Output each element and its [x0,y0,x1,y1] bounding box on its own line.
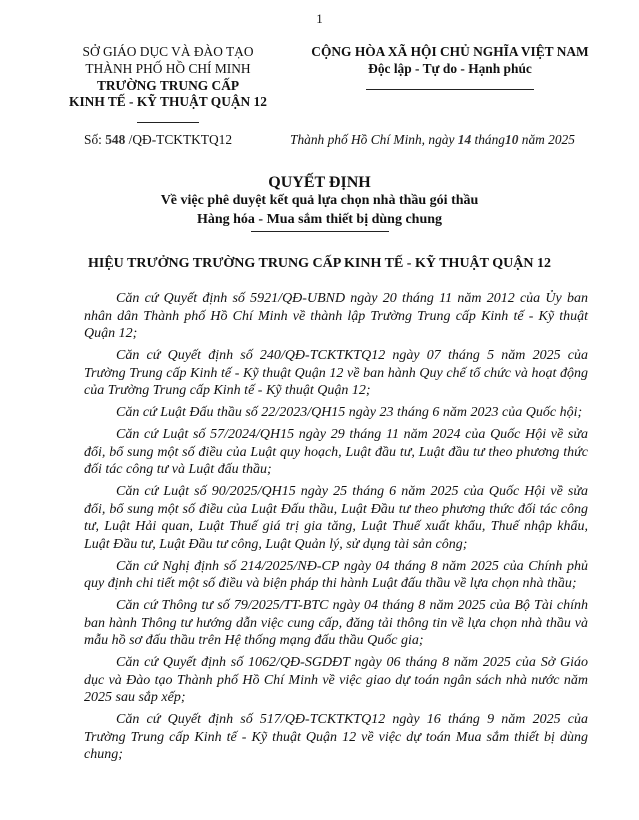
date-year: năm 2025 [518,132,575,147]
basis-paragraph: Căn cứ Quyết định số 517/QĐ-TCKTKTQ12 ngày 16 tháng 9 năm 2025 của Trường Trung cấp Kinh tế - Kỹ thuật Quận 12 về việc dự toán Mua sắm thiết bị dùng chung; [84,712,588,762]
agency-line-4: KINH TẾ - KỸ THUẬT QUẬN 12 [69,94,267,110]
basis-paragraph: Căn cứ Quyết định số 5921/QĐ-UBND ngày 20 tháng 11 năm 2012 của Ủy ban nhân dân Thành phố Hồ Chí Minh về thành lập Trường Trung cấp Kinh tế - Kỹ thuật Quận 12; [84,291,588,341]
basis-paragraph: Căn cứ Luật số 90/2025/QH15 ngày 25 tháng 6 năm 2025 của Quốc Hội về sửa đổi, bổ sung một số điều của Luật Đấu thầu, Luật Đầu tư theo phương thức đối tác công tư, Luật Hải quan, Luật Thuế giá trị gia tăng, Luật Thuế xuất khẩu, Thuế nhập khẩu, Luật Đầu tư, Luật Đầu tư công, Luật Quản lý, sử dụng tài sản công; [84,484,588,552]
number-suffix: /QĐ-TCKTKTQ12 [125,132,233,147]
issuing-agency-header [56,44,280,128]
subtitle-line-2-text: Hàng hóa - Mua sắm thiết bị dùng chung [196,212,443,227]
number-value: 548 [105,132,126,147]
subtitle-underline [251,231,389,232]
basis-paragraph: Căn cứ Quyết định số 1062/QĐ-SGDĐT ngày 06 tháng 8 năm 2025 của Sở Giáo dục và Đào tạo Thành phố Hồ Chí Minh về việc giao dự toán ngân sách nhà nước năm 2025 sau sắp xếp; [84,655,588,705]
motto-underline [366,89,534,90]
date-prefix: Thành phố Hồ Chí Minh, ngày [290,132,458,147]
basis-paragraph: Căn cứ Luật số 57/2024/QH15 ngày 29 tháng 11 năm 2024 của Quốc Hội về sửa đổi, bổ sung một số điều của Luật quy hoạch, Luật đầu tư, Luật đầu tư theo phương thức đối tác công tư và Luật đấu thầu; [84,427,588,477]
country-name: CỘNG HÒA XÃ HỘI CHỦ NGHĨA VIỆT NAM [311,44,589,59]
document-date [290,132,575,148]
agency-line-2: THÀNH PHỐ HỒ CHÍ MINH [85,60,251,76]
document-number [84,132,232,148]
agency-line-3: TRƯỜNG TRUNG CẤP [96,77,240,93]
national-motto-header [300,44,600,94]
document-title: QUYẾT ĐỊNH [268,174,371,191]
basis-paragraph: Căn cứ Thông tư số 79/2025/TT-BTC ngày 04 tháng 8 năm 2025 của Bộ Tài chính ban hành Thông tư hướng dẫn việc cung cấp, đăng tải thông tin về lựa chọn nhà thầu và mẫu hồ sơ đấu thầu trên Hệ thống mạng đấu thầu Quốc gia; [84,598,588,648]
date-day: 14 [457,132,472,147]
legal-basis [84,290,588,768]
number-prefix: Số: [84,132,106,147]
page-number: 1 [316,11,323,26]
issuing-authority: HIỆU TRƯỞNG TRƯỜNG TRUNG CẤP KINH TẾ - KỸ THUẬT QUẬN 12 [88,256,551,271]
basis-paragraph: Căn cứ Luật Đấu thầu số 22/2023/QH15 ngày 23 tháng 6 năm 2023 của Quốc hội; [116,405,583,420]
subtitle-line-1: Về việc phê duyệt kết quả lựa chọn nhà thầu gói thầu [160,193,479,208]
date-month: 10 [505,132,519,147]
agency-underline [137,122,199,123]
basis-paragraph: Căn cứ Nghị định số 214/2025/NĐ-CP ngày 04 tháng 8 năm 2025 của Chính phủ quy định chi tiết một số điều và biện pháp thi hành Luật đấu thầu về lựa chọn nhà thầu; [84,558,588,591]
basis-paragraph: Căn cứ Quyết định số 240/QĐ-TCKTKTQ12 ngày 07 tháng 5 năm 2025 của Trường Trung cấp Kinh tế - Kỹ thuật Quận 12 về ban hành Quy chế tổ chức và hoạt động của Trường Trung cấp Kinh tế - Kỹ thuật Quận 12; [84,348,588,398]
motto: Độc lập - Tự do - Hạnh phúc [368,60,532,76]
agency-line-1: SỞ GIÁO DỤC VÀ ĐÀO TẠO [82,44,254,59]
date-month-label: tháng [471,132,506,147]
subtitle-line-2 [0,212,639,232]
